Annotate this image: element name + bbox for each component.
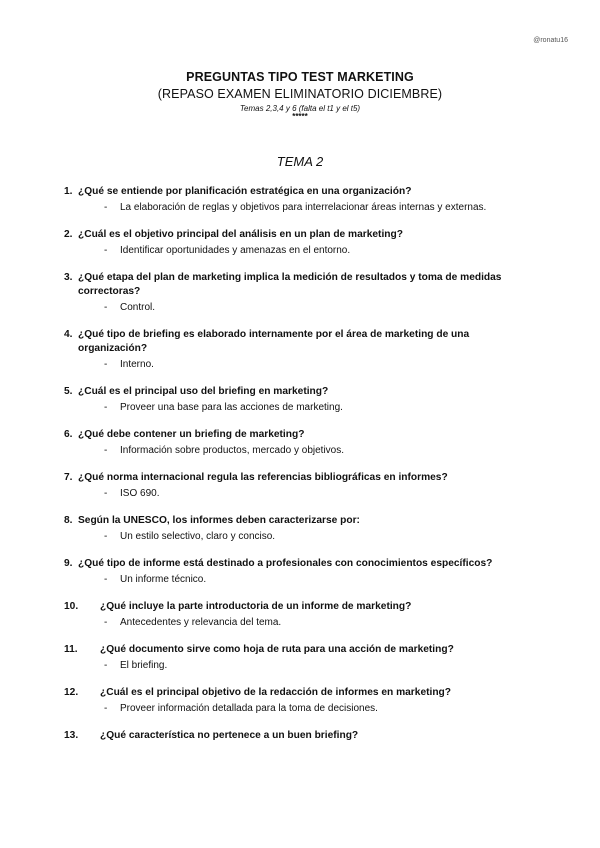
question-number: 12. [64,687,79,698]
question-number: 2. [64,229,73,240]
answer-text: Interno. [120,359,154,370]
question-item [64,185,534,215]
question-item [64,428,534,458]
question-number: 7. [64,472,73,483]
question-item [64,471,534,501]
answer-dash: - [104,617,108,628]
answer-text: Identificar oportunidades y amenazas en el entorno. [120,245,351,256]
question-text: ¿Qué debe contener un briefing de marketing? [78,429,305,440]
answer-dash: - [104,660,108,671]
answer-dash: - [104,531,108,542]
answer-text: Antecedentes y relevancia del tema. [120,617,282,628]
question-text: ¿Qué documento sirve como hoja de ruta para una acción de marketing? [100,644,454,655]
topics-note: Temas 2,3,4 y 6 (falta el t1 y el t5) [239,104,361,113]
question-text: ¿Qué tipo de briefing es elaborado internamente por el área de marketing de una organización? [78,329,470,354]
answer-dash: - [104,359,108,370]
question-text: ¿Cuál es el principal objetivo de la redacción de informes en marketing? [100,687,451,698]
question-text: ¿Qué incluye la parte introductoria de un informe de marketing? [100,601,412,612]
answer-text: El briefing. [120,660,168,671]
answer-dash: - [104,402,108,413]
answer-dash: - [104,574,108,585]
question-text: ¿Qué tipo de informe está destinado a profesionales con conocimientos específicos? [78,558,493,569]
question-item [64,686,534,716]
question-item [64,328,534,372]
question-item [64,557,534,587]
question-text: ¿Qué característica no pertenece a un buen briefing? [100,730,359,741]
answer-text: Proveer una base para las acciones de marketing. [120,402,343,413]
question-text: Según la UNESCO, los informes deben caracterizarse por: [78,515,360,526]
document-header [0,70,600,121]
question-text: ¿Qué se entiende por planificación estratégica en una organización? [78,186,412,197]
question-number: 8. [64,515,73,526]
question-item [64,729,534,743]
question-text: ¿Cuál es el principal uso del briefing en marketing? [78,386,329,397]
answer-text: Un estilo selectivo, claro y conciso. [120,531,276,542]
question-number: 6. [64,429,73,440]
question-number: 10. [64,601,79,612]
question-number: 9. [64,558,73,569]
question-number: 11. [64,644,78,655]
answer-dash: - [104,302,108,313]
question-list [64,185,534,756]
section-title: TEMA 2 [276,154,324,169]
question-item [64,643,534,673]
answer-dash: - [104,445,108,456]
question-text: ¿Cuál es el objetivo principal del análisis en un plan de marketing? [78,229,403,240]
separator-stars: ***** [292,112,308,121]
answer-dash: - [104,488,108,499]
answer-dash: - [104,703,108,714]
question-item [64,228,534,258]
answer-text: Control. [120,302,156,313]
document-title: PREGUNTAS TIPO TEST MARKETING [186,70,414,84]
question-number: 5. [64,386,73,397]
question-number: 1. [64,186,73,197]
answer-text: ISO 690. [120,488,160,499]
watermark: @ronatu16 [533,37,568,44]
answer-text: Información sobre productos, mercado y objetivos. [120,445,344,456]
answer-dash: - [104,245,108,256]
question-item [64,514,534,544]
answer-text: Un informe técnico. [120,574,207,585]
document-subtitle: (REPASO EXAMEN ELIMINATORIO DICIEMBRE) [157,87,443,101]
question-number: 3. [64,272,73,283]
question-number: 4. [64,329,73,340]
question-item [64,385,534,415]
answer-text: La elaboración de reglas y objetivos para interrelacionar áreas internas y externas. [120,202,487,213]
question-text: ¿Qué norma internacional regula las referencias bibliográficas en informes? [78,472,448,483]
answer-dash: - [104,202,108,213]
answer-text: Proveer información detallada para la toma de decisiones. [120,703,378,714]
question-number: 13. [64,730,79,741]
question-text: ¿Qué etapa del plan de marketing implica la medición de resultados y toma de medidas correctoras? [78,272,502,297]
question-item [64,600,534,630]
question-item [64,271,534,315]
